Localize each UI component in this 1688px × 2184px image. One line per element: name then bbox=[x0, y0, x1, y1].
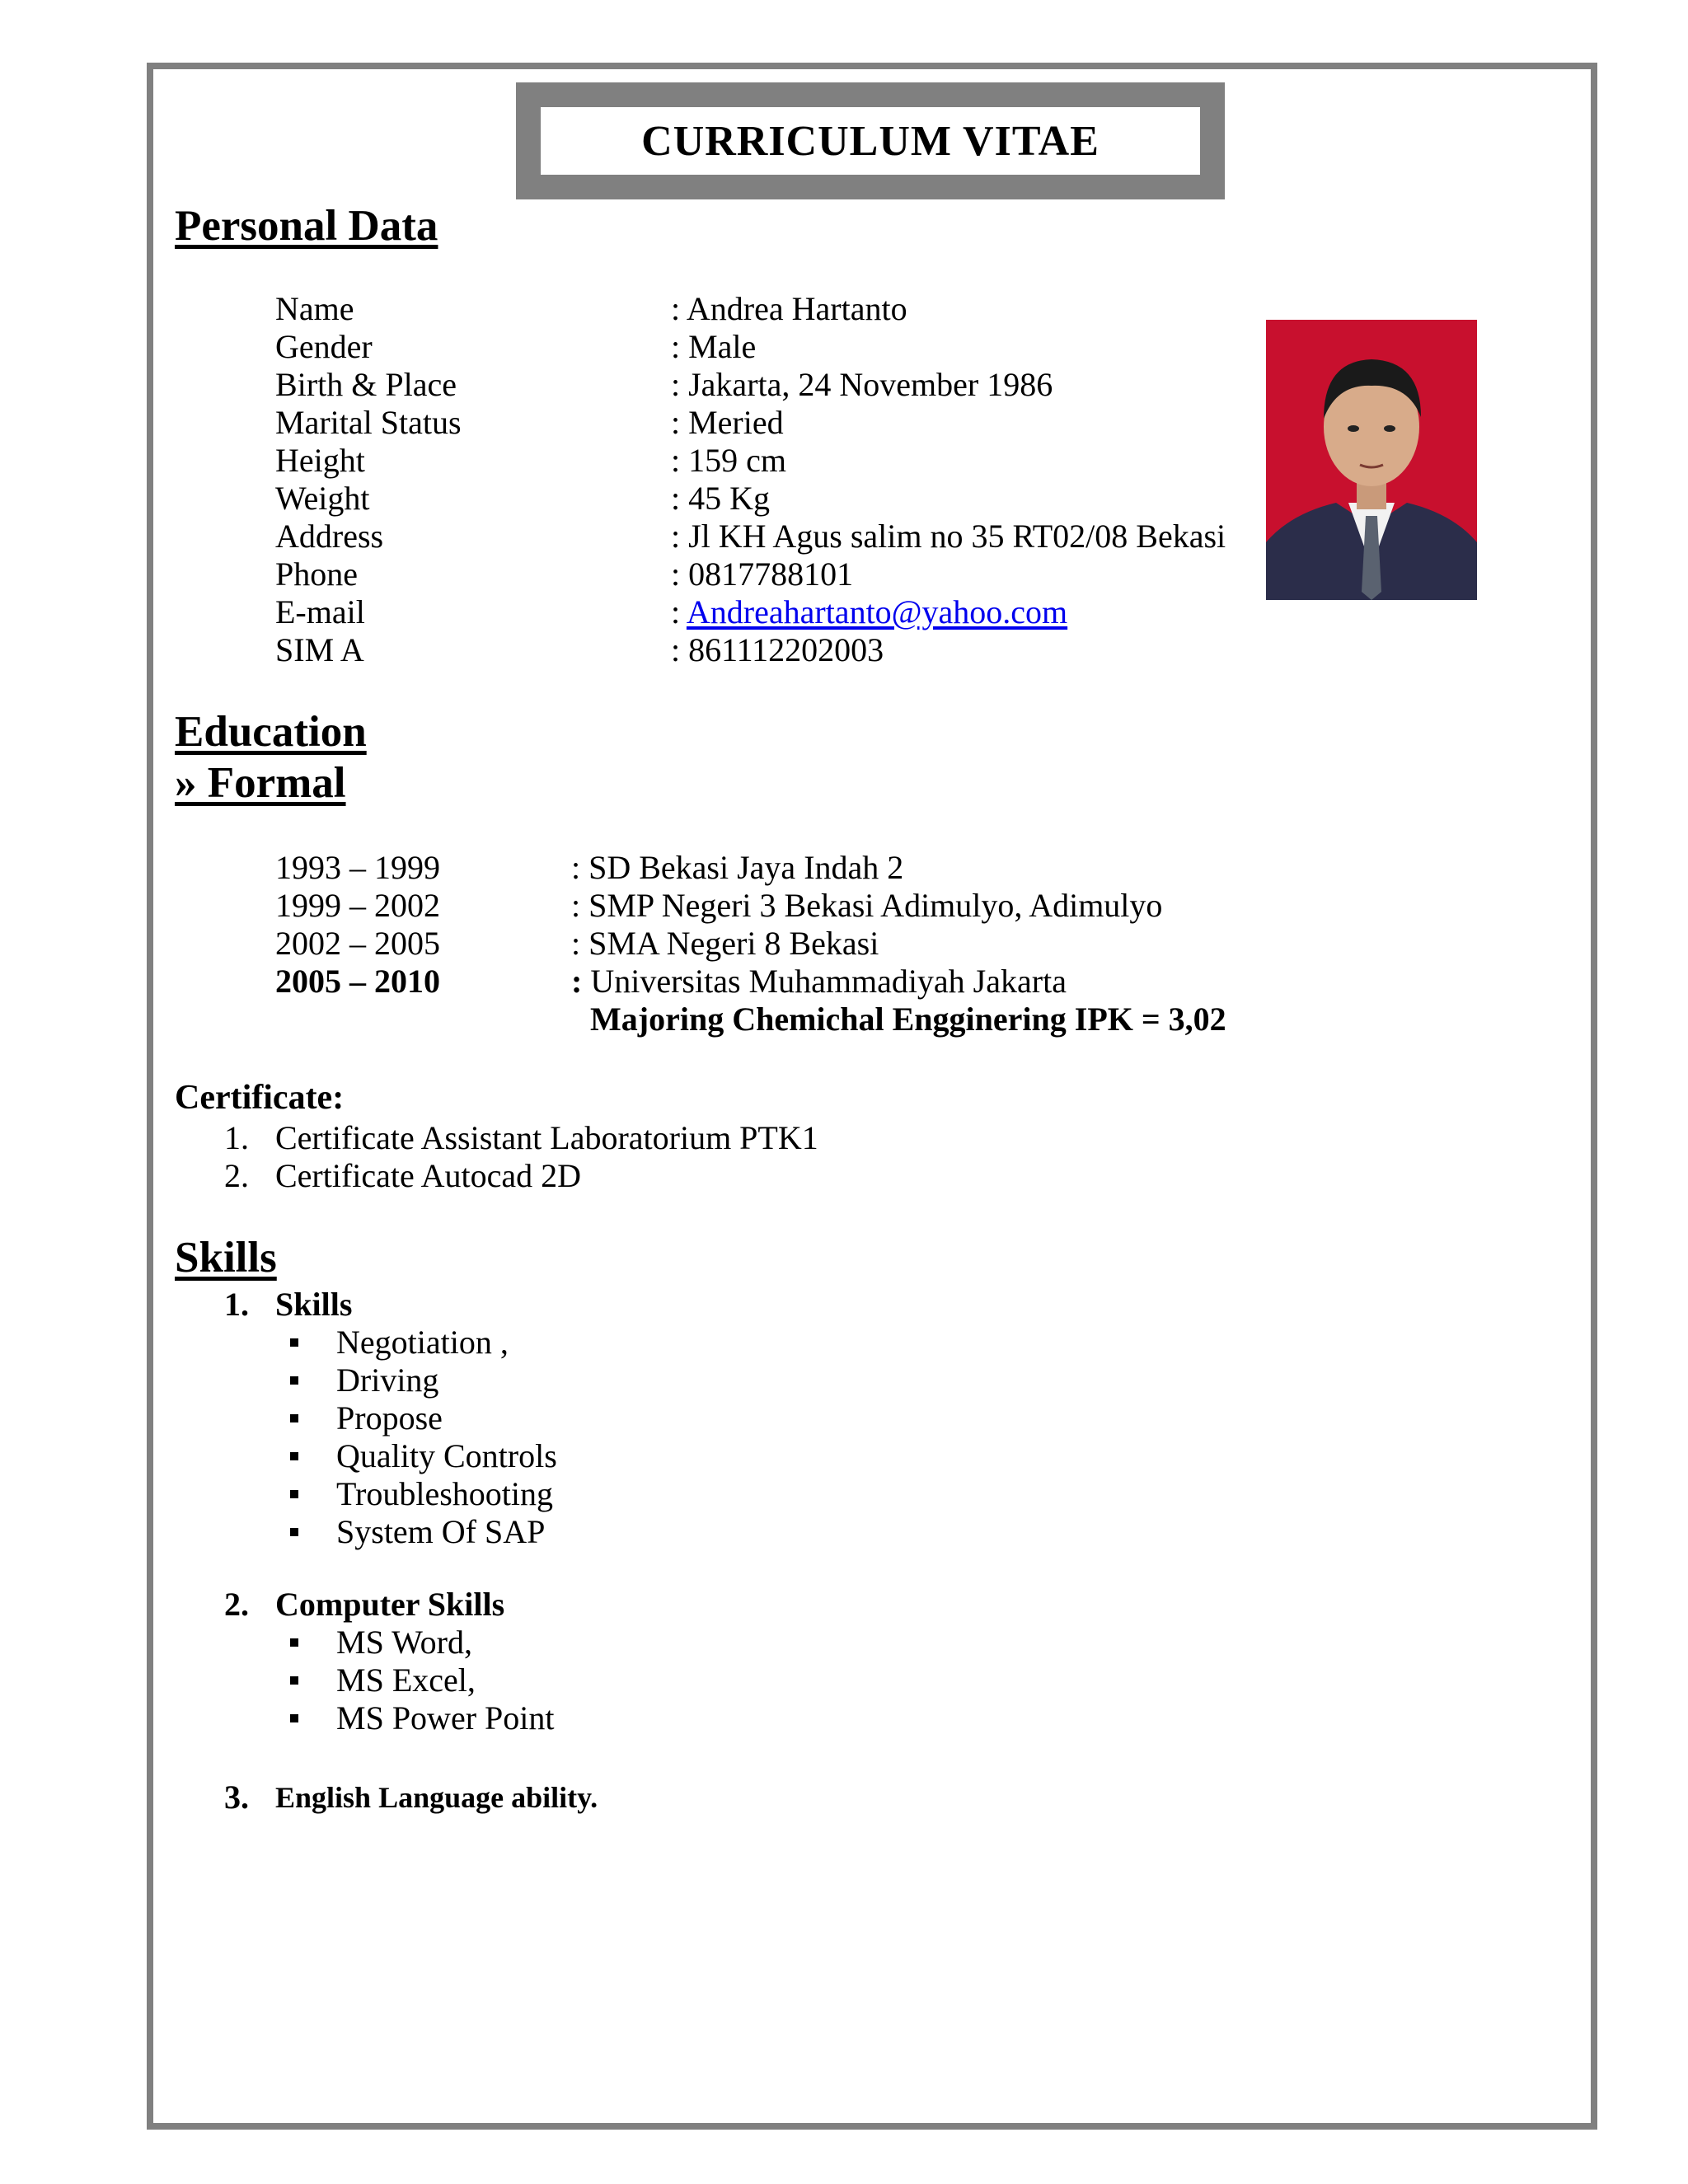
list-item bbox=[0, 1513, 1688, 1551]
education-row bbox=[0, 963, 1688, 1001]
skill-text: MS Power Point bbox=[336, 1699, 555, 1736]
skills-group-title bbox=[0, 1586, 1688, 1624]
education-school bbox=[571, 963, 1067, 1001]
education-years: 2005 – 2010 bbox=[275, 963, 440, 1000]
list-number: 1. bbox=[224, 1119, 249, 1156]
education-school: : SD Bekasi Jaya Indah 2 bbox=[571, 849, 904, 886]
education-school: : SMP Negeri 3 Bekasi Adimulyo, Adimulyo bbox=[571, 887, 1163, 924]
list-number: 1. bbox=[224, 1286, 249, 1323]
title-box bbox=[516, 82, 1225, 199]
education-row bbox=[0, 849, 1688, 887]
field-label: Gender bbox=[275, 328, 373, 365]
list-item bbox=[0, 1119, 1688, 1157]
field-value: : 861112202003 bbox=[671, 631, 884, 668]
list-item bbox=[0, 1624, 1688, 1661]
profile-photo-image bbox=[1266, 320, 1477, 600]
square-bullet-icon bbox=[290, 1338, 298, 1347]
page-title: CURRICULUM VITAE bbox=[541, 107, 1200, 175]
list-item bbox=[0, 1324, 1688, 1361]
field-value: : Jl KH Agus salim no 35 RT02/08 Bekasi bbox=[671, 518, 1226, 555]
square-bullet-icon bbox=[290, 1714, 298, 1722]
group-title: English Language ability. bbox=[275, 1781, 598, 1814]
square-bullet-icon bbox=[290, 1676, 298, 1685]
skill-text: MS Excel, bbox=[336, 1661, 476, 1699]
field-label: Phone bbox=[275, 555, 358, 593]
field-label: SIM A bbox=[275, 631, 364, 668]
square-bullet-icon bbox=[290, 1638, 298, 1647]
field-value bbox=[671, 593, 1067, 631]
list-item bbox=[0, 1437, 1688, 1475]
square-bullet-icon bbox=[290, 1528, 298, 1536]
field-label: Name bbox=[275, 290, 354, 327]
square-bullet-icon bbox=[290, 1490, 298, 1498]
education-row bbox=[0, 887, 1688, 925]
skill-text: Troubleshooting bbox=[336, 1475, 554, 1512]
field-label: E-mail bbox=[275, 593, 365, 630]
list-item bbox=[0, 1699, 1688, 1737]
certificate-text: Certificate Assistant Laboratorium PTK1 bbox=[275, 1119, 818, 1156]
education-years: 2002 – 2005 bbox=[275, 925, 440, 962]
field-value: : Andrea Hartanto bbox=[671, 290, 907, 327]
email-prefix: : bbox=[671, 593, 687, 630]
field-value: : 45 Kg bbox=[671, 480, 770, 517]
field-label: Weight bbox=[275, 480, 370, 517]
skill-text: Driving bbox=[336, 1361, 439, 1399]
list-number: 3. bbox=[224, 1779, 249, 1816]
list-item bbox=[0, 1399, 1688, 1437]
formal-subheading: » Formal bbox=[175, 759, 346, 807]
list-item bbox=[0, 1361, 1688, 1399]
skills-group-title bbox=[0, 1779, 1688, 1816]
field-value: : 0817788101 bbox=[671, 555, 854, 593]
field-label: Address bbox=[275, 518, 384, 555]
education-years: 1999 – 2002 bbox=[275, 887, 440, 924]
field-value: : 159 cm bbox=[671, 442, 786, 479]
education-row bbox=[0, 925, 1688, 963]
list-number: 2. bbox=[224, 1157, 249, 1194]
skills-heading: Skills bbox=[175, 1234, 277, 1282]
field-value: : Male bbox=[671, 328, 757, 365]
skill-text: Quality Controls bbox=[336, 1437, 557, 1474]
square-bullet-icon bbox=[290, 1376, 298, 1385]
profile-photo bbox=[1266, 320, 1477, 600]
education-major: Majoring Chemichal Engginering IPK = 3,02 bbox=[590, 1001, 1226, 1038]
square-bullet-icon bbox=[290, 1414, 298, 1422]
field-label: Birth & Place bbox=[275, 366, 457, 403]
education-school-name: Universitas Muhammadiyah Jakarta bbox=[590, 963, 1067, 1000]
personal-row bbox=[0, 631, 1688, 669]
square-bullet-icon bbox=[290, 1452, 298, 1460]
skill-text: MS Word, bbox=[336, 1624, 472, 1661]
list-item bbox=[0, 1475, 1688, 1513]
certificate-text: Certificate Autocad 2D bbox=[275, 1157, 581, 1194]
personal-data-heading: Personal Data bbox=[175, 202, 438, 250]
field-value: : Meried bbox=[671, 404, 784, 441]
skills-group-title bbox=[0, 1286, 1688, 1324]
education-heading: Education bbox=[175, 708, 367, 756]
group-title: Computer Skills bbox=[275, 1586, 505, 1623]
email-link[interactable]: Andreahartanto@yahoo.com bbox=[686, 593, 1068, 630]
education-colon: : bbox=[571, 963, 583, 1000]
skill-text: Negotiation , bbox=[336, 1324, 509, 1361]
skill-text: System Of SAP bbox=[336, 1513, 546, 1550]
list-item bbox=[0, 1661, 1688, 1699]
education-years: 1993 – 1999 bbox=[275, 849, 440, 886]
field-label: Marital Status bbox=[275, 404, 462, 441]
group-title: Skills bbox=[275, 1286, 353, 1323]
list-item bbox=[0, 1157, 1688, 1195]
certificate-heading: Certificate: bbox=[175, 1079, 345, 1117]
skill-text: Propose bbox=[336, 1399, 443, 1436]
field-label: Height bbox=[275, 442, 365, 479]
list-number: 2. bbox=[224, 1586, 249, 1623]
education-school: : SMA Negeri 8 Bekasi bbox=[571, 925, 879, 962]
field-value: : Jakarta, 24 November 1986 bbox=[671, 366, 1053, 403]
